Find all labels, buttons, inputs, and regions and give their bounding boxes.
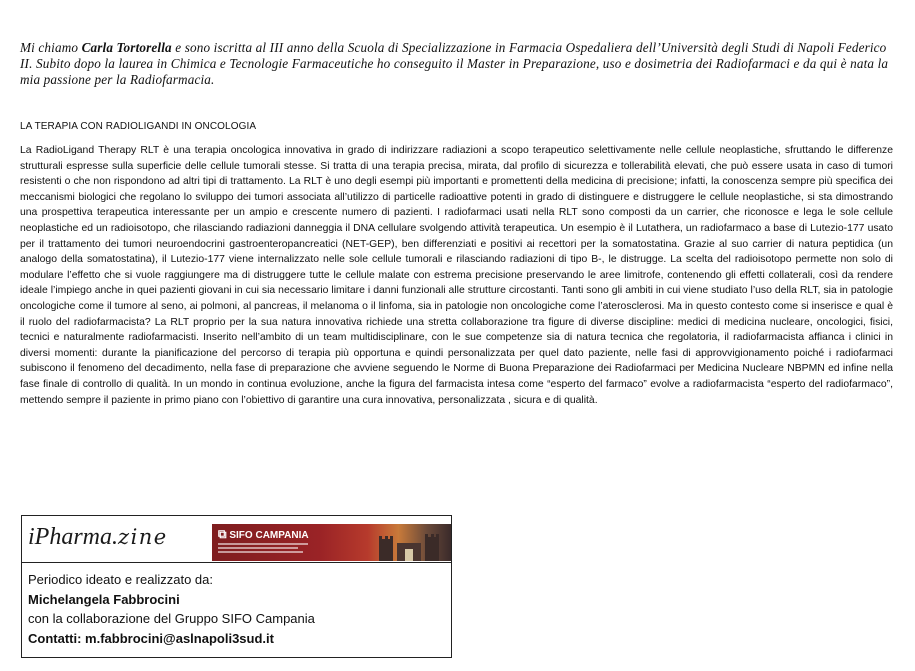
sifo-fine-print bbox=[218, 541, 313, 556]
section-title: LA TERAPIA CON RADIOLIGANDI IN ONCOLOGIA bbox=[20, 121, 257, 132]
sifo-logo-mark: ⧉ bbox=[218, 527, 227, 541]
logo-text-main: iPharma. bbox=[28, 524, 118, 550]
credits-text bbox=[28, 570, 448, 648]
logo-text-zine: zine bbox=[118, 525, 168, 549]
credits-line-intro: Periodico ideato e realizzato da: bbox=[28, 572, 214, 587]
article-paragraph: La RadioLigand Therapy RLT è una terapia oncologica innovativa in grado di indirizzare radiazioni a scopo terapeutico selettivamente nelle cellule neoplastiche, sfruttando le differenze strutturali espresse sulla superficie delle cellule tumorali stesse. Si tratta di una terapia precisa, mirata, dal profilo di sicurezza e tollerabilità elevati, che può essere usata in caso di tumori resistenti o che non rispondono ad altri tipi di trattamento. La RLT è uno degli esempi più importanti e promettenti della medicina di precisione; infatti, la conoscenza sempre più specifica dei meccanismi biologici che regolano lo sviluppo dei tumori associata all’utilizzo di particelle radioattive potenti in grado di distinguere e distruggere le cellule neoplastiche, si sta dimostrando una prospettiva terapeutica interessante per un ampio e crescente numero di pazienti. I radiofarmaci usati nella RLT sono composti da un carrier, che riconosce e lega le sole cellule neoplastiche ed un radioisotopo, che rilasciando radiazioni danneggia il DNA cellulare svolgendo attività terapeutica. Un esempio è il Lutathera, un radiofarmaco a base di Lutezio-177 usato per il trattamento dei tumori neuroendocrini gastroenteropancreatici (NET-GEP), ben differenziati e positivi ai recettori per la somatostatina. Grazie al suo carrier di natura peptidica (un analogo della somatostatina), il Lutezio-177 viene internalizzato nelle sole cellule tumorali e rilasciando radiazioni di tipo B-, le distrugge. La scelta del radioisotopo permette non solo di modulare l’effetto che si vuole raggiungere ma di distruggere tutte le cellule malate con estrema precisione preservando le aree limitrofe, contenendo gli effetti collaterali, così da rendere ideale l’impiego anche in quei pazienti giovani in cui sia necessario limitare i danni funzionali alle strutture circostanti. Tanti sono gli ambiti in cui viene studiato l’uso della RLT, sia in patologie oncologiche come il tumore al seno, ai polmoni, al pancreas, il melanoma o il linfoma, sia in patologie non oncologiche come l’aterosclerosi. Ma in questo contesto come si inserisce e qual è il ruolo del radiofarmacista? La RLT proprio per la sua natura innovativa richiede una stretta collaborazione tra figure di diverse discipline: medici di medicina nucleare, oncologici, fisici, tecnici e naturalmente radiofarmacisti. Inserito nell’ambito di un team multidisciplinare, con le sue competenze sia di natura tecnica che regolatoria, il radiofarmacista affianca i clinici in diversi momenti: durante la pianificazione del percorso di terapia più opportuna e quindi personalizzata per quel dato paziente, nelle fasi di approvvigionamento poiché i radiofarmaci subiscono il fenomeno del decadimento, nella fase di preparazione che avviene seguendo le Norme di Buona Preparazione dei Radiofarmaci per Medicina Nucleare NBPMN ed infine nella fase finale di controllo di qualità. In un mondo in continua evoluzione, anche la figura del farmacista intesa come “esperto del farmaco” evolve a radiofarmacista “esperto del radiofarmaco”, mettendo sempre il paziente in primo piano con l’obiettivo di garantire una cura innovativa, personalizzata , sicura e di qualità. bbox=[20, 145, 893, 406]
credits-collaboration: con la collaborazione del Gruppo SIFO Campania bbox=[28, 611, 315, 626]
intro-text-rest: e sono iscritta al III anno della Scuola di Specializzazione in Farmacia Ospedaliera dell’Università degli Studi di Napoli Federico II. Subito dopo la laurea in Chimica e Tecnologie Farmaceutiche ho conseguito il Master in Preparazione, uso e dosimetria dei Radiofarmaci e da qui è nata la mia passione per la Radiofarmacia. bbox=[20, 40, 889, 87]
ipharmazine-logo bbox=[28, 524, 168, 551]
sifo-region: CAMPANIA bbox=[255, 530, 309, 541]
magazine-credits-box bbox=[21, 515, 452, 658]
castle-icon bbox=[375, 529, 445, 561]
contact-email: Contatti: m.fabbrocini@aslnapoli3sud.it bbox=[28, 630, 274, 646]
sifo-label: SIFO bbox=[229, 530, 253, 541]
sifo-campania-banner-image bbox=[212, 524, 451, 561]
magazine-banner bbox=[22, 516, 451, 563]
author-intro bbox=[20, 40, 900, 88]
author-name: Carla Tortorella bbox=[81, 40, 172, 55]
intro-text-start: Mi chiamo bbox=[20, 40, 82, 55]
editor-name: Michelangela Fabbrocini bbox=[28, 591, 180, 607]
sifo-logo bbox=[218, 527, 309, 542]
article-body bbox=[20, 143, 893, 408]
